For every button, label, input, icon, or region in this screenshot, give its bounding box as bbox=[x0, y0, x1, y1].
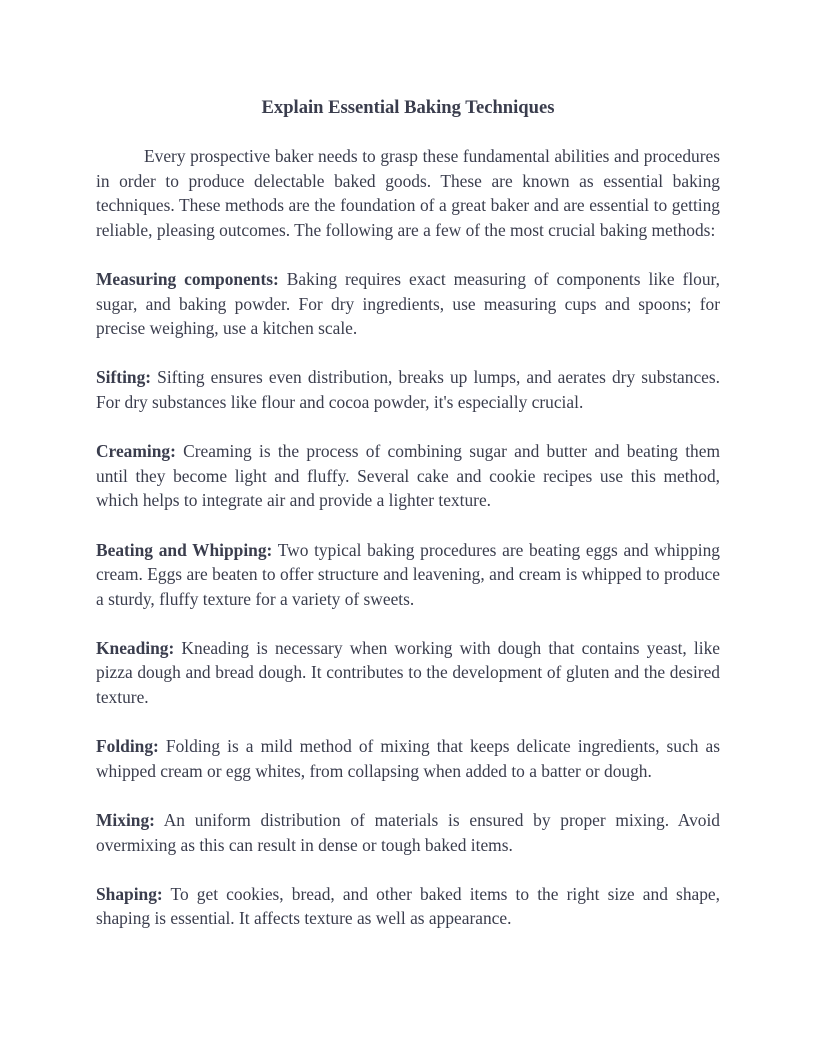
technique-mixing bbox=[96, 808, 720, 857]
technique-term: Measuring components: bbox=[96, 268, 279, 289]
technique-text: Baking requires exact measuring of components like flour, sugar, and baking powder. For dry ingredients, use measuring cups and spoons; for precise weighing, use a kitchen scale. bbox=[96, 268, 721, 339]
technique-text: Two typical baking procedures are beating eggs and whipping cream. Eggs are beaten to offer structure and leavening, and cream is whipped to produce a sturdy, fluffy texture for a variety of sweets. bbox=[96, 539, 720, 609]
technique-kneading bbox=[96, 636, 720, 710]
technique-term: Creaming: bbox=[96, 441, 176, 462]
technique-text: Sifting ensures even distribution, breaks up lumps, and aerates dry substances. For dry substances like flour and cocoa powder, it's especially crucial. bbox=[96, 367, 720, 412]
document-page bbox=[96, 84, 720, 956]
document-title: Explain Essential Baking Techniques bbox=[261, 97, 555, 118]
technique-term: Shaping: bbox=[96, 883, 163, 904]
technique-text: Kneading is necessary when working with dough that contains yeast, like pizza dough and bread dough. It contributes to the development of gluten and the desired texture. bbox=[96, 637, 720, 708]
technique-text: To get cookies, bread, and other baked items to the right size and shape, shaping is essential. It affects texture as well as appearance. bbox=[96, 883, 720, 929]
technique-term: Beating and Whipping: bbox=[96, 539, 273, 560]
technique-shaping bbox=[96, 882, 720, 931]
technique-term: Folding: bbox=[96, 736, 159, 757]
technique-beating-whipping bbox=[96, 538, 720, 612]
technique-creaming bbox=[96, 439, 720, 513]
technique-term: Sifting: bbox=[96, 367, 152, 388]
technique-text: An uniform distribution of materials is ensured by proper mixing. Avoid overmixing as this can result in dense or tough baked items. bbox=[96, 810, 720, 855]
technique-sifting bbox=[96, 365, 720, 414]
technique-term: Kneading: bbox=[96, 637, 175, 658]
technique-text: Creaming is the process of combining sugar and butter and beating them until they become light and fluffy. Several cake and cookie recipes use this method, which helps to integrate air and provide a lighter texture. bbox=[96, 441, 720, 511]
technique-text: Folding is a mild method of mixing that keeps delicate ingredients, such as whipped cream or egg whites, from collapsing when added to a batter or dough. bbox=[96, 736, 720, 781]
technique-folding bbox=[96, 734, 720, 783]
technique-term: Mixing: bbox=[96, 810, 155, 831]
technique-measuring bbox=[96, 267, 720, 341]
intro-paragraph: Every prospective baker needs to grasp these fundamental abilities and procedures in order to produce delectable baked goods. These are known as essential baking techniques. These methods are the foundation of a great baker and are essential to getting reliable, pleasing outcomes. The following are a few of the most crucial baking methods: bbox=[96, 146, 720, 240]
